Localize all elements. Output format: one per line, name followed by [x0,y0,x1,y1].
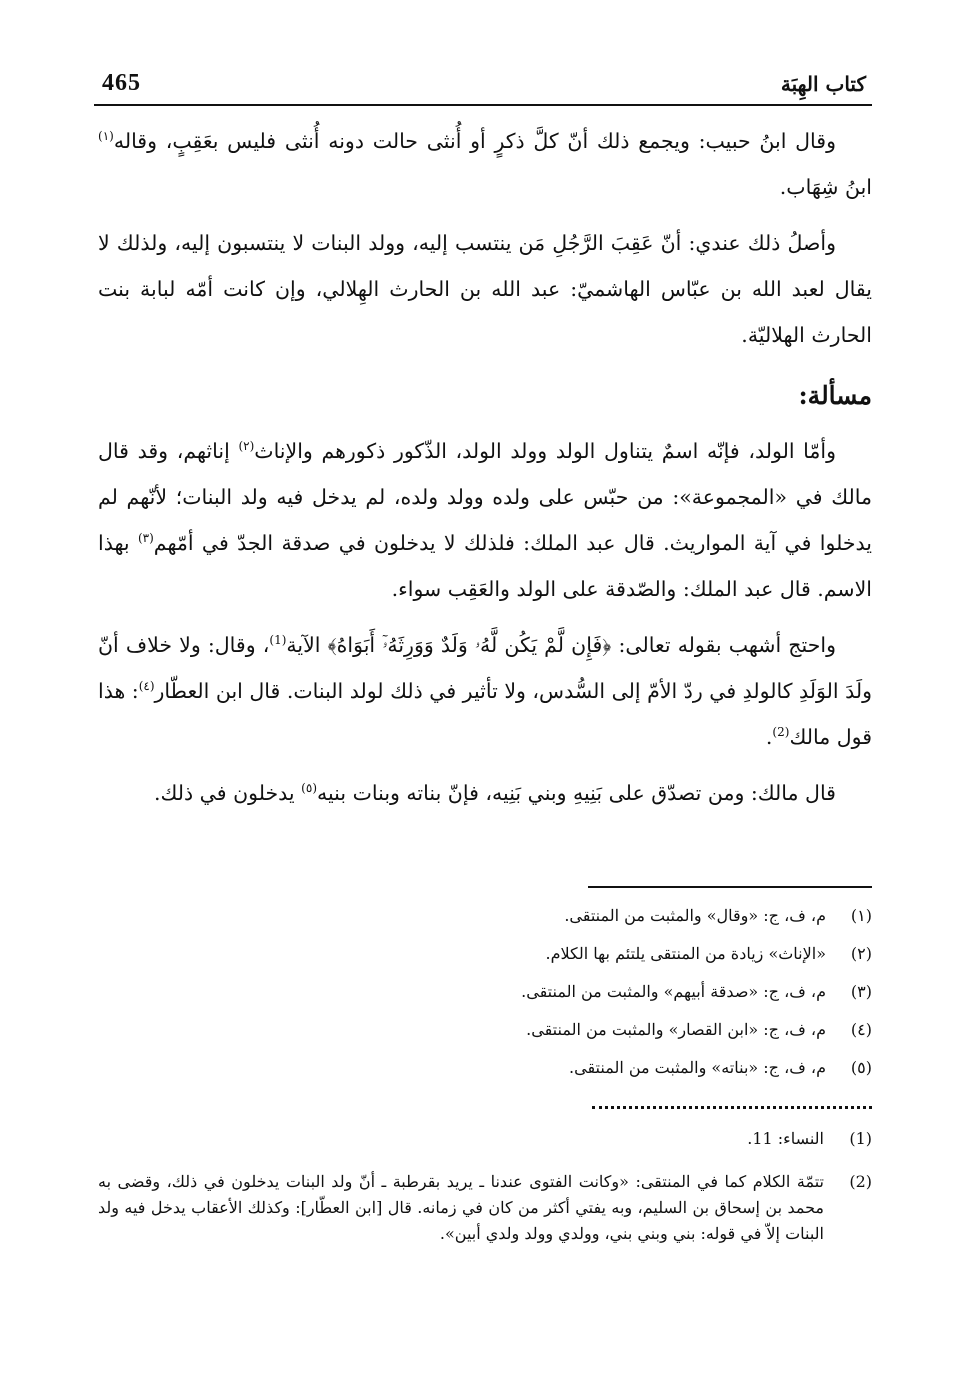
page-number: 465 [102,70,141,96]
footnote-ref[interactable]: (2) [772,725,790,740]
running-title: كتاب الهِبَة [780,72,866,96]
footnote: (٤) م، ف، ج: «ابن القصار» والمثبت من المنتقى. [526,1020,872,1039]
editor-note: (1) النساء: 11. [747,1129,872,1148]
footnote-ref[interactable]: (٣) [137,531,154,546]
footnote-list [190,897,872,1087]
editor-note: (2) تتمّة الكلام كما في المنتقى: «وكانت الفتوى عندنا ـ يريد بقرطبة ـ أنّ ولد البنات يدخلون في ذلك، وقضى به محمد بن إسحاق بن السليم، وبه يفتي أكثر من كان في زمانه. قال [ابن العطّار]: وكذلك الأعقاب يدخل فيه ولد البنات إلاّ في قوله: بني وبني بني، وولدي وولد ولدي أبين». [98,1172,872,1243]
footnote: (٢) «الإناث» زيادة من المنتقى يلتئم بها الكلام. [545,944,872,963]
footnote: (٥) م، ف، ج: «بناته» والمثبت من المنتقى. [569,1058,872,1077]
footnote-ref[interactable]: (٥) [301,781,317,796]
footnote: (١) م، ف، ج: «وقال» والمثبت من المنتقى. [564,906,872,925]
footnote-ref[interactable]: (١) [98,129,114,144]
paragraph-5: قال مالك: ومن تصدّق على بَنِيهِ وبني بَنِيه، فإنّ بناته وبنات بنيه$^{(٥)}$ يدخلون في ذلك. [153,781,836,805]
main-text [98,118,872,826]
footnote: (٣) م، ف، ج: «صدقة أبيهم» والمثبت من المنتقى. [521,982,872,1001]
footnote-ref[interactable]: (1) [269,633,287,648]
paragraph-1: وقال ابنُ حبيب: ويجمع ذلك أنّ كلَّ ذكرٍ أو أُنثى حالت دونه أُنثى فليس بعَقِبٍ، وقاله$^{(١)}$ ابنُ شِهَاب. [98,129,872,199]
paragraph-4: واحتج أشهب بقوله تعالى: ﴿فَإِن لَّمْ يَكُن لَّهُۥ وَلَدٌ وَوَرِثَهُۥٓ أَبَوَاهُ﴾ الآية$^{(1)}$، وقال: ولا خلاف أنّ ولَدَ الوَلَدِ كالولدِ في ردّ الأمّ إلى السُّدس، ولا تأثير في ذلك لولد البنات. قال ابن العطّار$^{(٤)}$: هذا قول مالك$^{(2)}$. [98,633,872,749]
editor-notes [98,1126,872,1264]
paragraph-3: وأمّا الولد، فإنّه اسمٌ يتناول الولد وولد الولد، الذّكور ذكورهم والإناث$^{(٢)}$ إناثهم، وقد قال مالك في «المجموعة»: من حبّس على ولده وولد ولده، لم يدخل فيه ولد البنات؛ لأنّهم لم يدخلوا في آية المواريث. قال عبد الملك: فلذلك لا يدخلون في صدقة الجدّ في أمّهم$^{(٣)}$ بهذا الاسم. قال عبد الملك: والصّدقة على الولد والعَقِب سواء. [98,439,872,601]
paragraph-2: وأصلُ ذلك عندي: أنّ عَقِبَ الرَّجُلِ مَن ينتسب إليه، وولد البنات لا ينتسبون إليه، ولذلك لا يقال لعبد الله بن عبّاس الهاشميّ: عبد الله بن الحارث الهِلالي، وإن كانت أمّه لبابة بنت الحارث الهلاليّة. [98,231,872,347]
footnote-ref[interactable]: (٤) [138,679,155,694]
page-header [94,68,872,106]
section-heading: مسألة: [798,381,872,410]
footnote-ref[interactable]: (٢) [238,439,255,454]
dotted-separator [592,1106,872,1109]
footnote-separator [588,886,872,888]
